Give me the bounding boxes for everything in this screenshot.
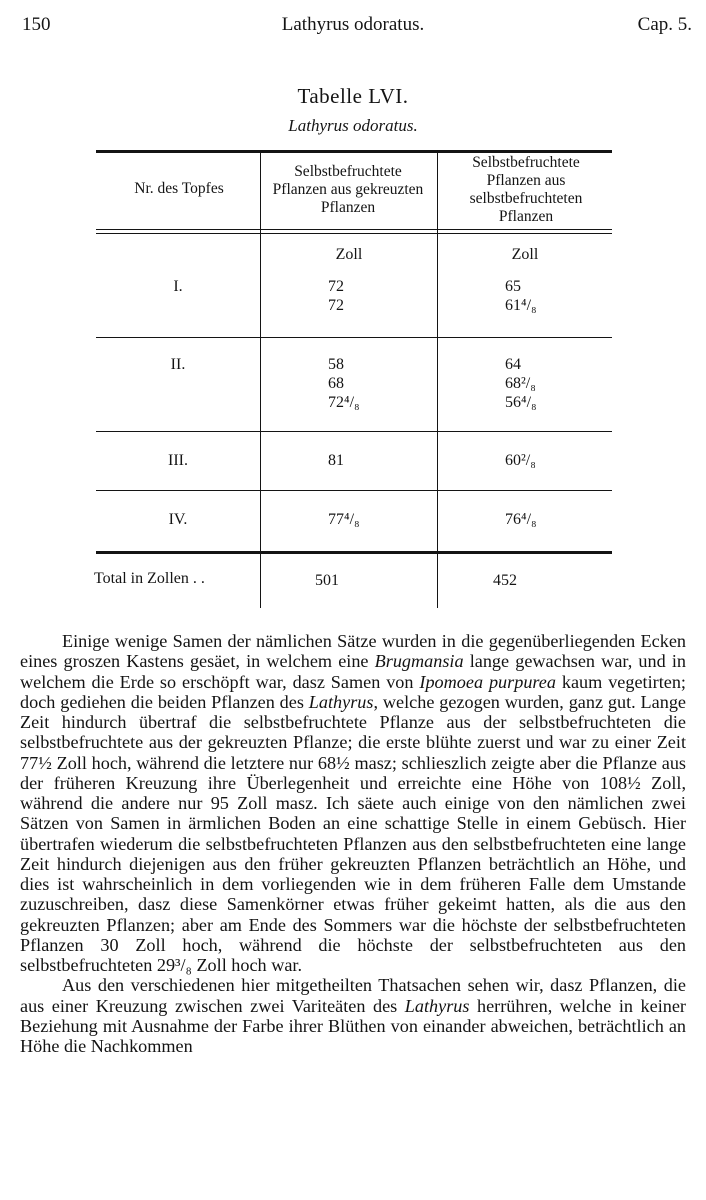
total-rule [96, 551, 612, 554]
table-cell: 72 [328, 297, 344, 314]
paragraph: Aus den verschiedenen hier mitgetheilten Thatsachen sehen wir, dasz Pflanzen, die aus einer Kreuzung zwischen zwei Variteäten des Lathyrus herrühren, welche in keiner Beziehung mit Ausnahme der Farbe ihrer Blüthen von einander abweichen, beträchtlich an Höhe die Nachkommen [20, 975, 686, 1056]
table-cell: 68 [328, 375, 344, 392]
unit-label: Zoll [511, 246, 539, 263]
table-cell: 61⁴/₈ [505, 297, 537, 314]
table-cell: 65 [505, 278, 521, 295]
table-cell: 72 [328, 278, 344, 295]
table-cell: 58 [328, 356, 344, 373]
page-number: 150 [22, 14, 51, 35]
pot-number: II. [170, 356, 186, 373]
table-cell: 64 [505, 356, 521, 373]
column-separator [437, 152, 438, 608]
row-divider [96, 490, 612, 491]
table-cell: 68²/₈ [505, 375, 536, 392]
table-cell: 81 [328, 452, 344, 469]
table-top-rule [96, 150, 612, 153]
table-title: Tabelle LVI. [297, 84, 409, 108]
header-rule [96, 229, 612, 230]
table-subtitle: Lathyrus odoratus. [288, 116, 418, 135]
total-self: 452 [493, 572, 517, 589]
body-text [20, 631, 686, 1056]
pot-number: III. [168, 452, 188, 469]
total-crossed: 501 [315, 572, 339, 589]
unit-label: Zoll [335, 246, 363, 263]
running-title: Lathyrus odoratus. [281, 14, 425, 35]
column-separator [260, 152, 261, 608]
column-header-pot: Nr. des Topfes [134, 180, 224, 197]
row-divider [96, 337, 612, 338]
total-label: Total in Zollen . . [94, 570, 205, 587]
table-cell: 76⁴/₈ [505, 511, 537, 528]
column-header-crossed: Selbstbefruchtete Pflanzen aus gekreuzten Pflanzen [272, 163, 424, 216]
pot-number: IV. [168, 511, 188, 528]
table-cell: 72⁴/₈ [328, 394, 360, 411]
table-cell: 77⁴/₈ [328, 511, 360, 528]
pot-number: I. [173, 278, 183, 295]
row-divider [96, 431, 612, 432]
header-rule-2 [96, 233, 612, 234]
column-header-self: Selbstbefruchtete Pflanzen aus selbstbefruchteten Pflanzen [469, 154, 583, 225]
paragraph: Einige wenige Samen der nämlichen Sätze wurden in die gegenüberliegenden Ecken eines groszen Kastens gesäet, in welchem eine Brugmansia lange gewachsen war, und in welchem die Erde so erschöpft war, dasz Samen von Ipomoea purpurea kaum vegetirten; doch gediehen die beiden Pflanzen des Lathyrus, welche gezogen wurden, ganz gut. Lange Zeit hindurch übertraf die selbstbefruchtete Pflanze aus der selbstbefruchteten die selbstbefruchtete aus der gekreuzten Pflanze; die erste blühte zuerst und war zu einer Zeit 77½ Zoll hoch, während die letztere nur 68½ masz; schlieszlich zeigte aber die Pflanze aus der früheren Kreuzung ihre Überlegenheit und erreichte eine Höhe von 108½ Zoll, während die andere nur 95 Zoll masz. Ich säete auch einige von den nämlichen zwei Sätzen von Samen in ärmlichen Boden an eine schattige Stelle in einem Gebüsch. Hier übertrafen wiederum die selbstbefruchteten Pflanzen aus den selbstbefruchteten eine lange Zeit hindurch diejenigen aus den früher gekreuzten Pflanzen beträchtlich an Höhe, und dies ist wahrscheinlich in dem vorliegenden wie in dem früheren Falle dem Umstande zuzuschreiben, dasz diese Samenkörner etwas früher gekeimt hatten, als die aus den gekreuzten Pflanzen; aber am Ende des Sommers war die höchste der selbstbefruchteten Pflanzen 30 Zoll hoch, während die höchste der selbstbefruchteten aus den selbstbefruchteten 29³/₈ Zoll hoch war. [20, 631, 686, 975]
chapter-label: Cap. 5. [637, 14, 692, 35]
table-cell: 60²/₈ [505, 452, 536, 469]
table-cell: 56⁴/₈ [505, 394, 537, 411]
